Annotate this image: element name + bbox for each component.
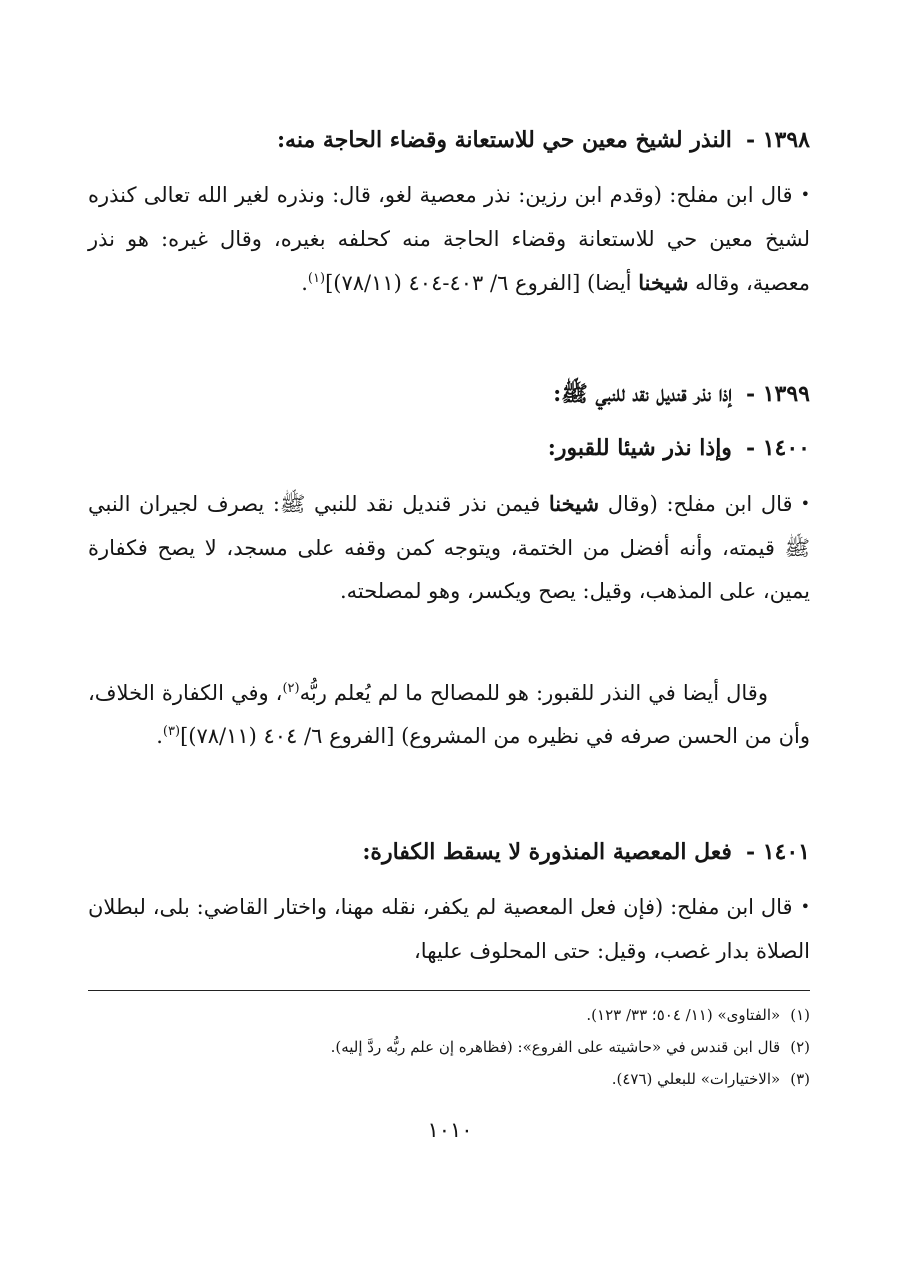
section-heading [88, 376, 810, 412]
bold-term: شيخنا [548, 491, 600, 516]
paragraph-text: أيضا) [الفروع ٦/ ٤٠٣-٤٠٤ (٧٨/١١)] [325, 271, 639, 295]
section-number: ١٣٩٩ - [745, 381, 810, 407]
paragraph [88, 672, 810, 758]
footnote-ref: (٢) [282, 681, 300, 696]
footnote-ref: (٣) [162, 724, 181, 739]
section-heading [88, 430, 810, 466]
section-1401-body [88, 886, 810, 973]
footnote-number: (١) [790, 1006, 810, 1024]
bullet-icon: • [800, 185, 810, 204]
footnote-number: (٣) [790, 1070, 810, 1088]
paragraph-text: قال ابن مفلح: (وقال [599, 492, 793, 516]
section-1400 [88, 430, 810, 466]
section-1401 [88, 834, 810, 870]
section-1400-body-2 [88, 672, 810, 758]
footnote-number: (٢) [790, 1038, 810, 1056]
footnotes [88, 990, 810, 1095]
bullet-icon: • [800, 897, 810, 916]
footnote-text: قال ابن قندس في «حاشيته على الفروع»: (فظاهره إن علم ربُّه ردَّ إليه). [330, 1038, 781, 1056]
paragraph-text: قال ابن مفلح: (فإن فعل المعصية لم يكفر، نقله مهنا، واختار القاضي: بلى، لبطلان الصلاة بدار غصب، وقيل: حتى المحلوف عليها، [88, 895, 810, 963]
paragraph [88, 886, 810, 973]
section-title: فعل المعصية المنذورة لا يسقط الكفارة: [362, 839, 732, 865]
section-title: إذا نذر قنديل نقد للنبي ﷺ: [553, 381, 732, 407]
section-number: ١٤٠١ - [745, 839, 810, 865]
footnote-ref: (١) [307, 271, 326, 286]
section-title: النذر لشيخ معين حي للاستعانة وقضاء الحاجة منه: [276, 127, 732, 153]
section-1398-body [88, 174, 810, 305]
paragraph-text: فيمن نذر قنديل نقد للنبي ﷺ: يصرف لجيران النبي ﷺ قيمته، وأنه أفضل من الختمة، ويتوجه كمن وقفه على مسجد، لا يصح فكفارة يمين، على المذهب، وقيل: يصح ويكسر، وهو لمصلحته. [88, 492, 810, 603]
footnote-text: «الفتاوى» (١١/ ٥٠٤؛ ٣٣/ ١٢٣). [586, 1006, 781, 1024]
footnote [88, 1031, 810, 1063]
footnote [88, 999, 810, 1031]
bold-term: شيخنا [638, 270, 689, 295]
paragraph-text: . [301, 271, 308, 295]
section-1399 [88, 376, 810, 412]
paragraph-text: . [156, 724, 163, 748]
paragraph-text: ، وفي الكفارة الخلاف، وأن من الحسن صرفه في نظيره من المشروع) [الفروع ٦/ ٤٠٤ (٧٨/١١)] [88, 681, 810, 748]
footnote [88, 1063, 810, 1095]
paragraph-text: وقال أيضا في النذر للقبور: هو للمصالح ما لم يُعلم ربُّه [299, 681, 768, 705]
paragraph [88, 482, 810, 613]
paragraph-text: قال ابن مفلح: (وقدم ابن رزين: نذر معصية لغو، قال: ونذره لغير الله تعالى كنذره لشيخ معين حي للاستعانة وقضاء الحاجة منه كحلفه بغيره، وقال غيره: هو نذر معصية، وقاله [88, 183, 810, 295]
bullet-icon: • [800, 494, 811, 513]
section-number: ١٤٠٠ - [745, 435, 810, 461]
section-heading [88, 122, 810, 158]
paragraph [88, 174, 810, 305]
section-heading [88, 834, 810, 870]
section-1400-body [88, 482, 810, 613]
section-1398 [88, 122, 810, 158]
section-title: وإذا نذر شيئا للقبور: [547, 435, 732, 461]
footnote-text: «الاختيارات» للبعلي (٤٧٦). [611, 1070, 781, 1088]
page-number: ١٠١٠ [427, 1118, 473, 1142]
section-number: ١٣٩٨ - [745, 127, 810, 153]
